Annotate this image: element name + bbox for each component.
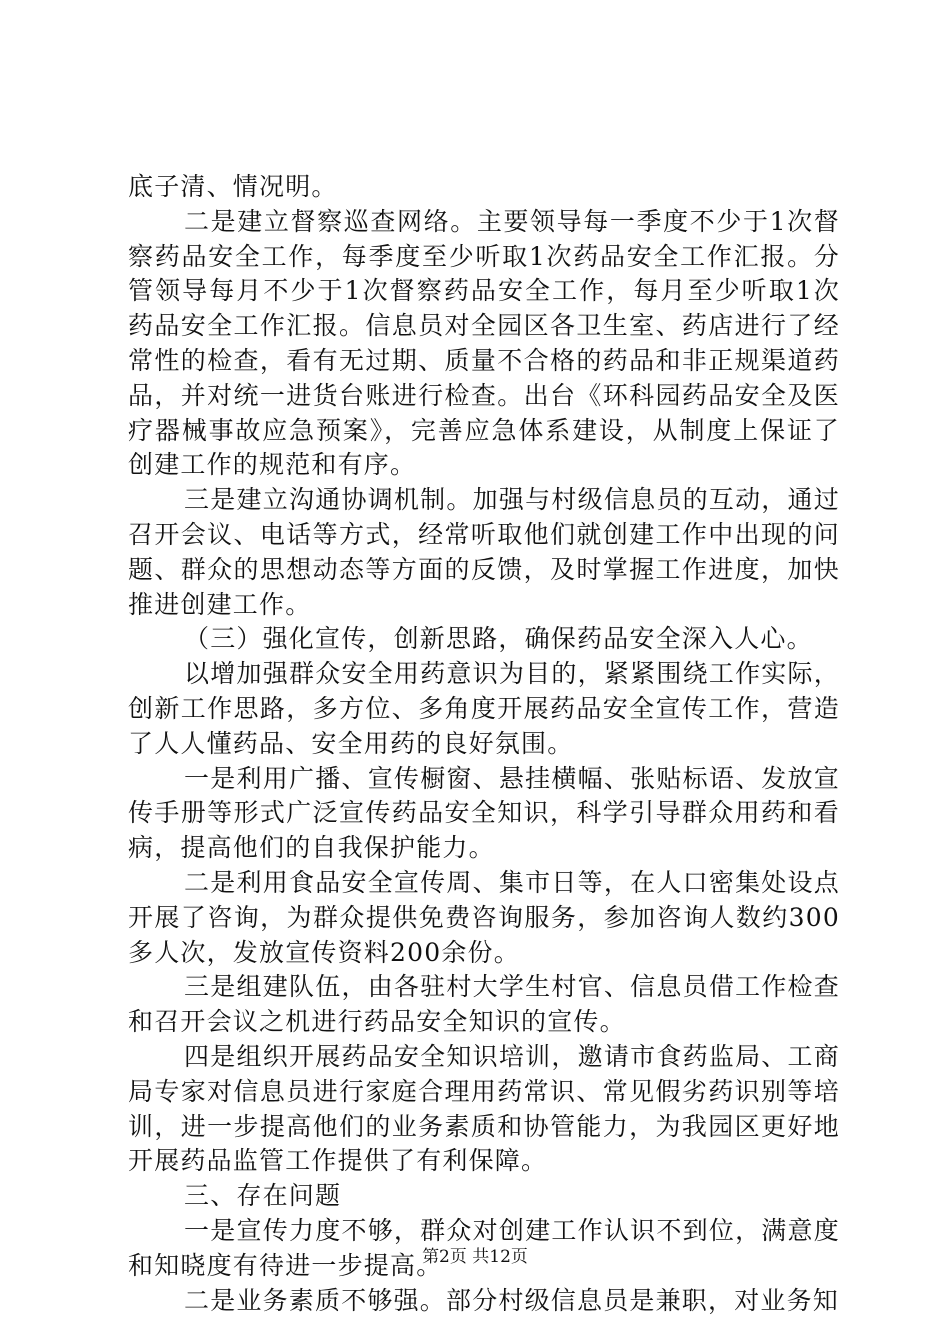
paragraph-1: 底子清、情况明。 xyxy=(128,172,338,201)
paragraph-8: 三是组建队伍，由各驻村大学生村官、信息员借工作检查和召开会议之机进行药品安全知识的宣传。 xyxy=(128,972,840,1037)
document-body xyxy=(128,170,840,1318)
paragraph-6: 一是利用广播、宣传橱窗、悬挂横幅、张贴标语、发放宣传手册等形式广泛宣传药品安全知识，科学引导群众用药和看病，提高他们的自我保护能力。 xyxy=(128,763,840,863)
paragraph-3: 三是建立沟通协调机制。加强与村级信息员的互动，通过召开会议、电话等方式，经常听取他们就创建工作中出现的问题、群众的思想动态等方面的反馈，及时掌握工作进度，加快推进创建工作。 xyxy=(128,485,840,619)
paragraph-12: 二是业务素质不够强。部分村级信息员是兼职，对业务知 xyxy=(184,1285,840,1315)
page-number-footer: 第2页 共12页 xyxy=(422,1247,528,1267)
paragraph-9: 四是组织开展药品安全知识培训，邀请市食药监局、工商局专家对信息员进行家庭合理用药常识、常见假劣药识别等培训，进一步提高他们的业务素质和协管能力，为我园区更好地开展药品监管工作提供了有利保障。 xyxy=(128,1041,840,1176)
paragraph-2: 二是建立督察巡查网络。主要领导每一季度不少于1次督察药品安全工作，每季度至少听取1次药品安全工作汇报。分管领导每月不少于1次督察药品安全工作，每月至少听取1次药品安全工作汇报。信息员对全园区各卫生室、药店进行了经常性的检查，看有无过期、质量不合格的药品和非正规渠道药品，并对统一进货台账进行检查。出台《环科园药品安全及医疗器械事故应急预案》，完善应急体系建设，从制度上保证了创建工作的规范和有序。 xyxy=(128,206,840,480)
section-heading-problems: 三、存在问题 xyxy=(184,1181,342,1211)
paragraph-7: 二是利用食品安全宣传周、集市日等，在人口密集处设点开展了咨询，为群众提供免费咨询服务，参加咨询人数约300多人次，发放宣传资料200余份。 xyxy=(128,867,840,967)
paragraph-11: 一是宣传力度不够，群众对创建工作认识不到位，满意度和知晓度有待进一步提高。 xyxy=(128,1215,840,1280)
section-heading-3: （三）强化宣传，创新思路，确保药品安全深入人心。 xyxy=(184,624,813,654)
paragraph-5: 以增加强群众安全用药意识为目的，紧紧围绕工作实际，创新工作思路，多方位、多角度开展药品安全宣传工作，营造了人人懂药品、安全用药的良好氛围。 xyxy=(128,659,840,758)
